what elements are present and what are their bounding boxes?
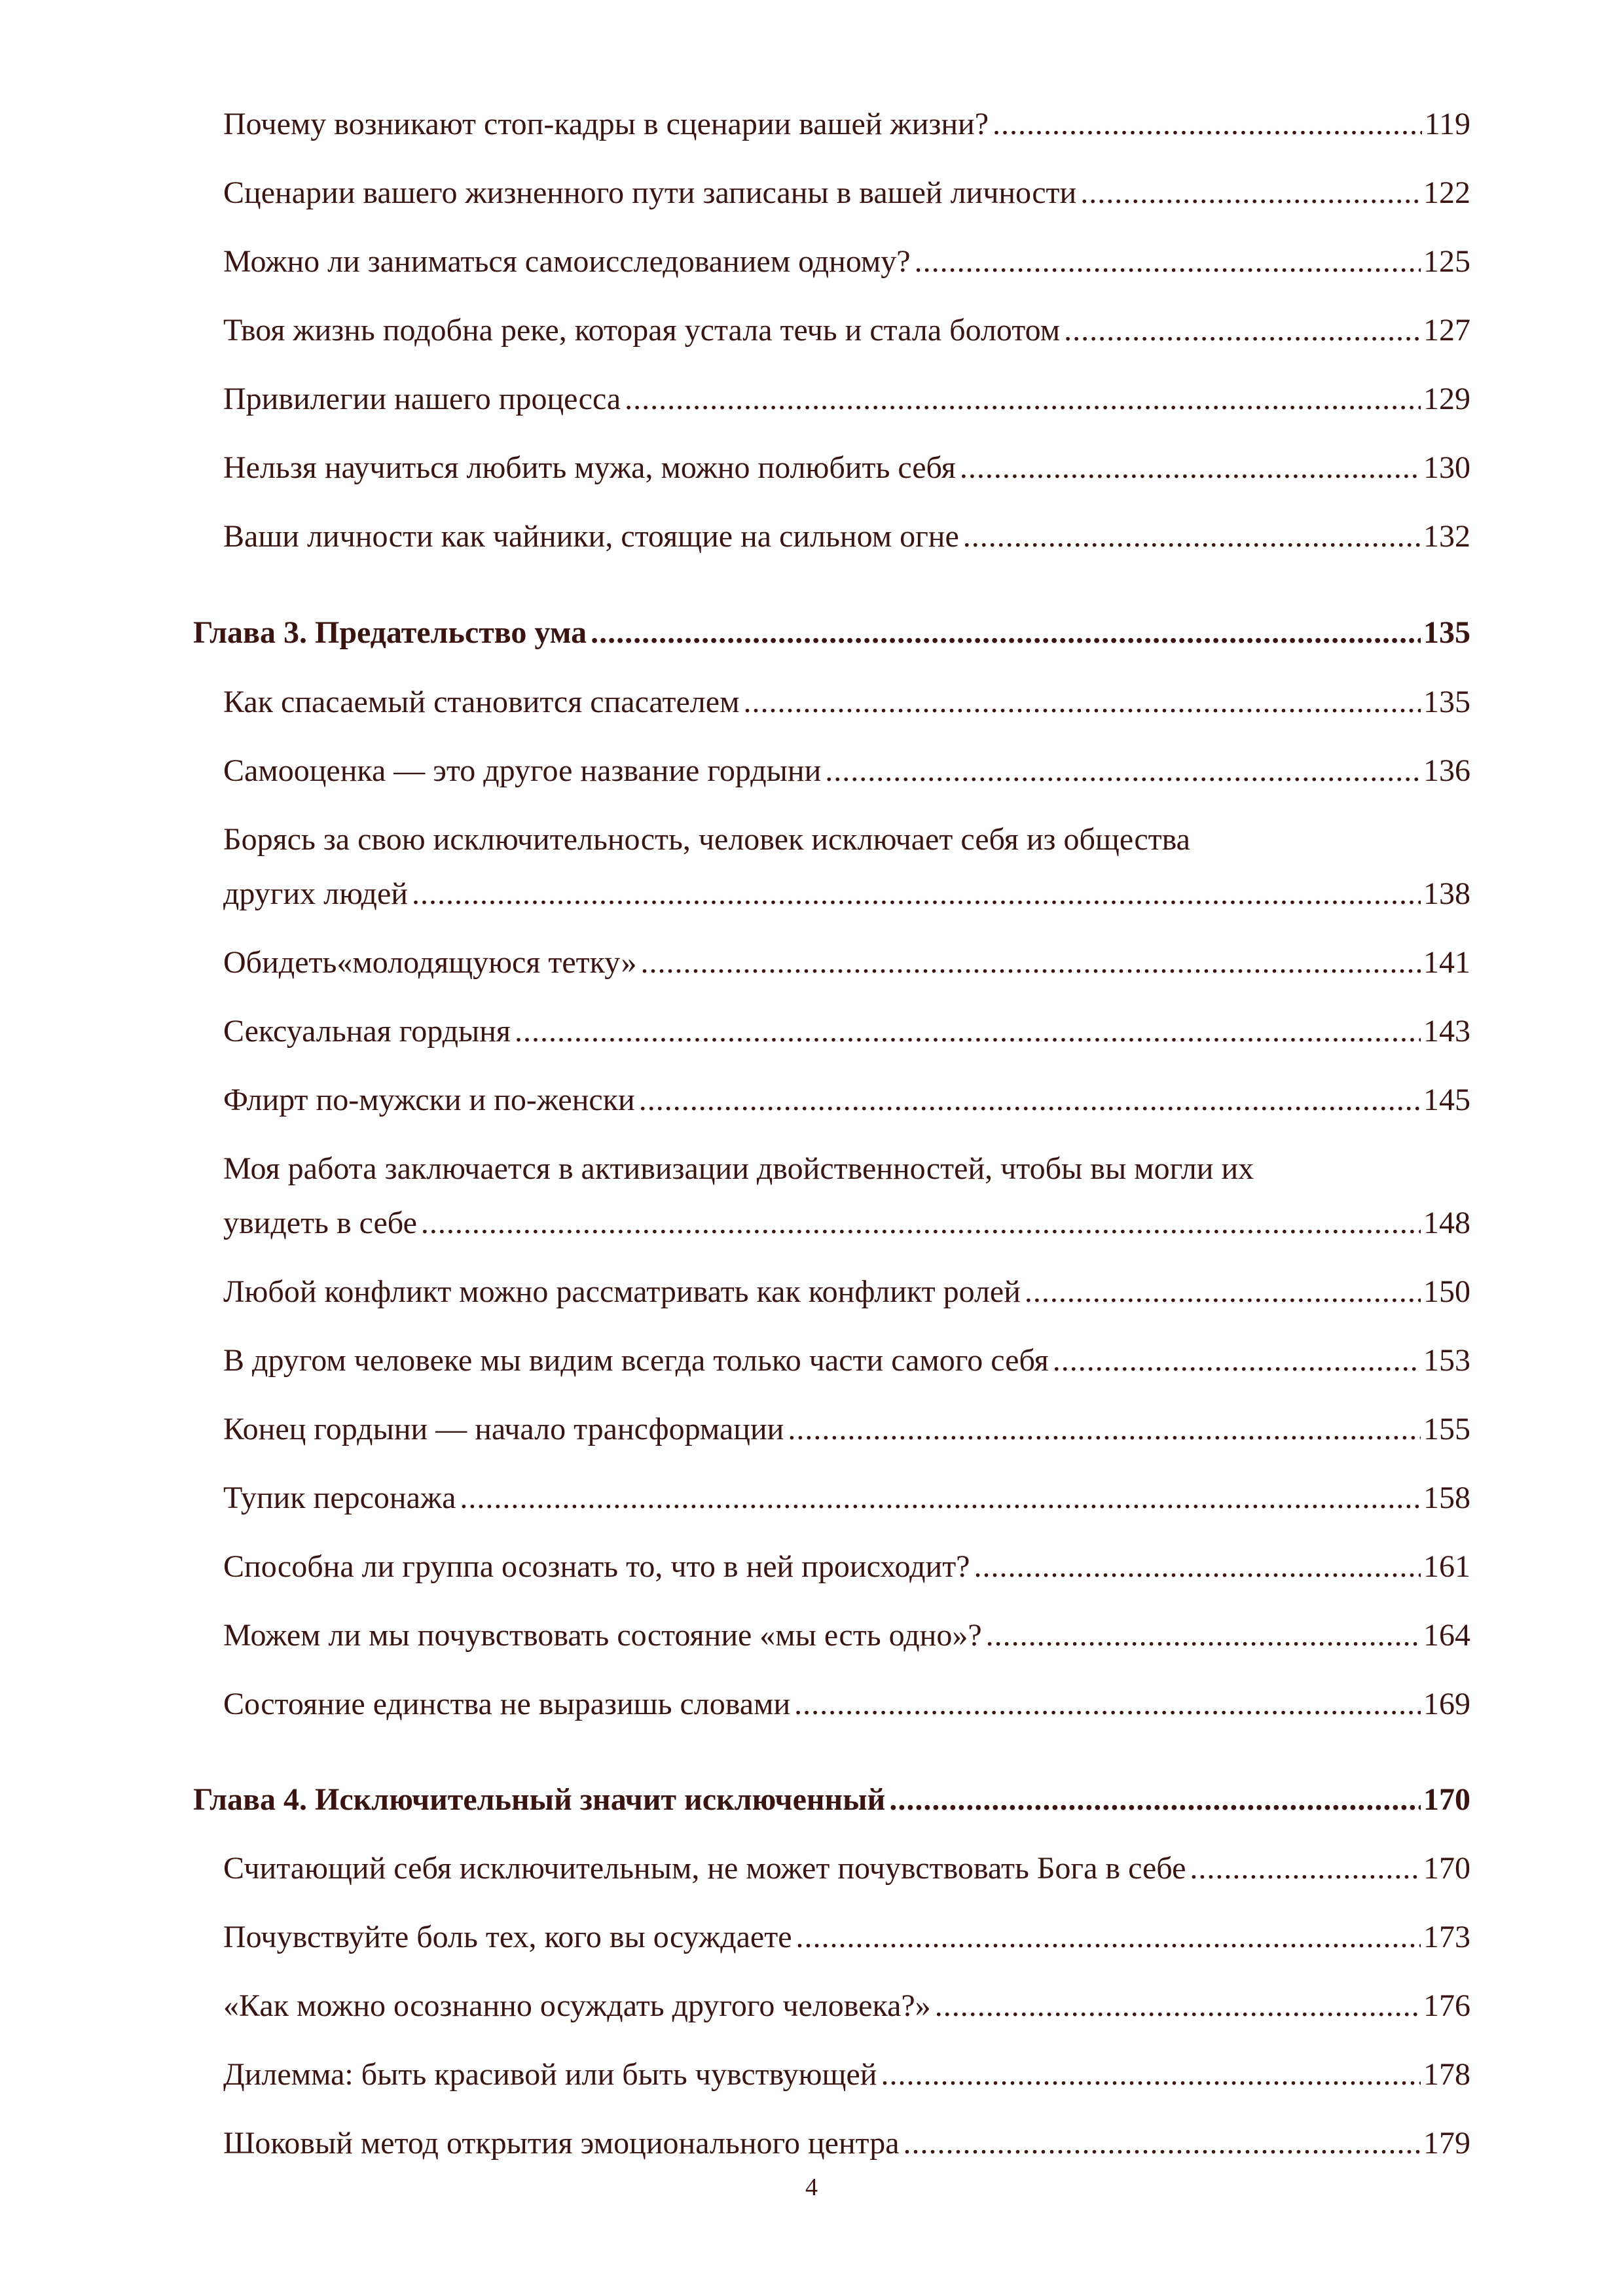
toc-entry[interactable] — [223, 1616, 1470, 1655]
toc-entry-title: Сценарии вашего жизненного пути записаны в вашей личности — [223, 175, 1077, 210]
toc-chapter-heading[interactable] — [193, 1780, 1470, 1820]
chapter-page: 170 — [1423, 1782, 1470, 1817]
toc-entry[interactable] — [223, 1341, 1470, 1380]
toc-entry[interactable] — [223, 874, 1470, 914]
dot-leader — [796, 1918, 1421, 1957]
toc-entry-page: 136 — [1423, 753, 1470, 788]
dot-leader — [993, 105, 1422, 144]
dot-leader — [412, 874, 1421, 914]
toc-entry[interactable] — [223, 1547, 1470, 1587]
chapter-page: 135 — [1423, 615, 1470, 650]
toc-entry-title: Конец гордыни — начало трансформации — [223, 1412, 784, 1446]
toc-entry-title: Ваши личности как чайники, стоящие на сильном огне — [223, 519, 959, 554]
toc-entry-page: 169 — [1423, 1687, 1470, 1721]
toc-entry-title-line1[interactable]: Моя работа заключается в активизации двойственностей, чтобы вы могли их — [223, 1151, 1254, 1186]
dot-leader — [1190, 1849, 1421, 1888]
toc-entry[interactable] — [223, 1410, 1470, 1449]
chapter-title: Глава 4. Исключительный значит исключенный — [193, 1782, 886, 1817]
dot-leader — [794, 1685, 1421, 1724]
toc-entry-page: 122 — [1423, 175, 1470, 210]
dot-leader — [1080, 173, 1421, 213]
toc-entry-title: Состояние единства не выразишь словами — [223, 1687, 791, 1721]
dot-leader — [1064, 311, 1421, 350]
chapter-title: Глава 3. Предательство ума — [193, 615, 587, 650]
toc-entry[interactable] — [223, 1204, 1470, 1243]
dot-leader — [903, 2124, 1421, 2163]
toc-entry-title: увидеть в себе — [223, 1206, 417, 1240]
toc-entry-page: 176 — [1423, 1988, 1470, 2023]
toc-entry[interactable] — [223, 1918, 1470, 1957]
toc-entry-title: Считающий себя исключительным, не может почувствовать Бога в себе — [223, 1851, 1186, 1886]
toc-entry-page: 129 — [1423, 382, 1470, 416]
toc-entry-page: 155 — [1423, 1412, 1470, 1446]
toc-entry[interactable] — [223, 1081, 1470, 1120]
toc-entry-page: 130 — [1423, 450, 1470, 485]
toc-entry[interactable] — [223, 311, 1470, 350]
toc-entry-title: Флирт по-мужски и по-женски — [223, 1083, 635, 1117]
toc-entry-page: 135 — [1423, 685, 1470, 719]
toc-entry-page: 153 — [1423, 1343, 1470, 1378]
toc-chapter-heading[interactable] — [193, 613, 1470, 653]
toc-entry[interactable] — [223, 2124, 1470, 2163]
toc-entry-title: Способна ли группа осознать то, что в ней происходит? — [223, 1549, 970, 1584]
toc-entry[interactable] — [223, 1012, 1470, 1051]
toc-entry-title: Дилемма: быть красивой или быть чувствующей — [223, 2057, 877, 2092]
toc-entry-title: Обидеть«молодящуюся тетку» — [223, 945, 637, 980]
dot-leader — [915, 242, 1421, 281]
toc-entry-title: Можно ли заниматься самоисследованием одному? — [223, 244, 911, 279]
toc-entry[interactable] — [223, 242, 1470, 281]
toc-entry-page: 125 — [1423, 244, 1470, 279]
toc-entry-title: Как спасаемый становится спасателем — [223, 685, 740, 719]
toc-entry-page: 170 — [1423, 1851, 1470, 1886]
dot-leader — [960, 448, 1421, 488]
toc-entry-page: 161 — [1423, 1549, 1470, 1584]
toc-entry[interactable] — [223, 1986, 1470, 2026]
toc-entry-page: 150 — [1423, 1274, 1470, 1309]
toc-entry-page: 164 — [1423, 1618, 1470, 1653]
toc-entry-page: 173 — [1423, 1920, 1470, 1954]
toc-entry-title: Сексуальная гордыня — [223, 1014, 511, 1049]
dot-leader — [963, 517, 1421, 556]
dot-leader — [825, 751, 1421, 791]
toc-entry-page: 178 — [1423, 2057, 1470, 2092]
toc-entry[interactable] — [223, 173, 1470, 213]
dot-leader — [881, 2055, 1421, 2094]
toc-entry-title-line1[interactable]: Борясь за свою исключительность, человек исключает себя из общества — [223, 822, 1190, 857]
toc-entry[interactable] — [223, 2055, 1470, 2094]
toc-entry-page: 138 — [1423, 876, 1470, 911]
dot-leader — [1025, 1272, 1421, 1312]
toc-entry-page: 145 — [1423, 1083, 1470, 1117]
toc-entry-title: В другом человеке мы видим всегда только части самого себя — [223, 1343, 1049, 1378]
toc-entry[interactable] — [223, 105, 1470, 144]
dot-leader — [788, 1410, 1421, 1449]
dot-leader — [935, 1986, 1421, 2026]
toc-entry[interactable] — [223, 517, 1470, 556]
toc-entry-title: Нельзя научиться любить мужа, можно полюбить себя — [223, 450, 956, 485]
dot-leader — [515, 1012, 1421, 1051]
toc-entry-page: 179 — [1423, 2126, 1470, 2161]
toc-entry[interactable] — [223, 380, 1470, 419]
toc-entry-page: 141 — [1423, 945, 1470, 980]
dot-leader — [889, 1780, 1421, 1820]
toc-entry[interactable] — [223, 1685, 1470, 1724]
toc-entry-title: Шоковый метод открытия эмоционального центра — [223, 2126, 900, 2161]
toc-entry[interactable] — [223, 1849, 1470, 1888]
toc-entry-page: 148 — [1423, 1206, 1470, 1240]
toc-entry-page: 119 — [1424, 107, 1470, 141]
toc-entry-title: других людей — [223, 876, 408, 911]
toc-entry-title: Привилегии нашего процесса — [223, 382, 621, 416]
toc-entry[interactable] — [223, 448, 1470, 488]
toc-entry-page: 143 — [1423, 1014, 1470, 1049]
toc-entry-page: 127 — [1423, 313, 1470, 348]
toc-entry-page: 132 — [1423, 519, 1470, 554]
toc-entry[interactable] — [223, 1479, 1470, 1518]
dot-leader — [986, 1616, 1421, 1655]
toc-entry-title: Тупик персонажа — [223, 1480, 456, 1515]
dot-leader — [1053, 1341, 1421, 1380]
toc-entry-title: «Как можно осознанно осуждать другого человека?» — [223, 1988, 931, 2023]
dot-leader — [639, 1081, 1421, 1120]
toc-entry-title: Самооценка — это другое название гордыни — [223, 753, 822, 788]
dot-leader — [421, 1204, 1421, 1243]
dot-leader — [640, 943, 1421, 982]
toc-entry-title: Почувствуйте боль тех, кого вы осуждаете — [223, 1920, 792, 1954]
dot-leader — [460, 1479, 1421, 1518]
toc-entry-page: 158 — [1423, 1480, 1470, 1515]
toc-entry-title: Твоя жизнь подобна реке, которая устала течь и стала болотом — [223, 313, 1061, 348]
toc-entry-title: Можем ли мы почувствовать состояние «мы есть одно»? — [223, 1618, 982, 1653]
toc-entry-title: Любой конфликт можно рассматривать как конфликт ролей — [223, 1274, 1021, 1309]
toc-entry-title: Почему возникают стоп-кадры в сценарии вашей жизни? — [223, 107, 989, 141]
dot-leader — [591, 613, 1421, 653]
toc-entry[interactable] — [223, 683, 1470, 722]
toc-entry[interactable] — [223, 1272, 1470, 1312]
dot-leader — [743, 683, 1421, 722]
dot-leader — [974, 1547, 1421, 1587]
page-number: 4 — [805, 2174, 818, 2201]
dot-leader — [625, 380, 1421, 419]
toc-entry[interactable] — [223, 943, 1470, 982]
toc-entry[interactable] — [223, 751, 1470, 791]
